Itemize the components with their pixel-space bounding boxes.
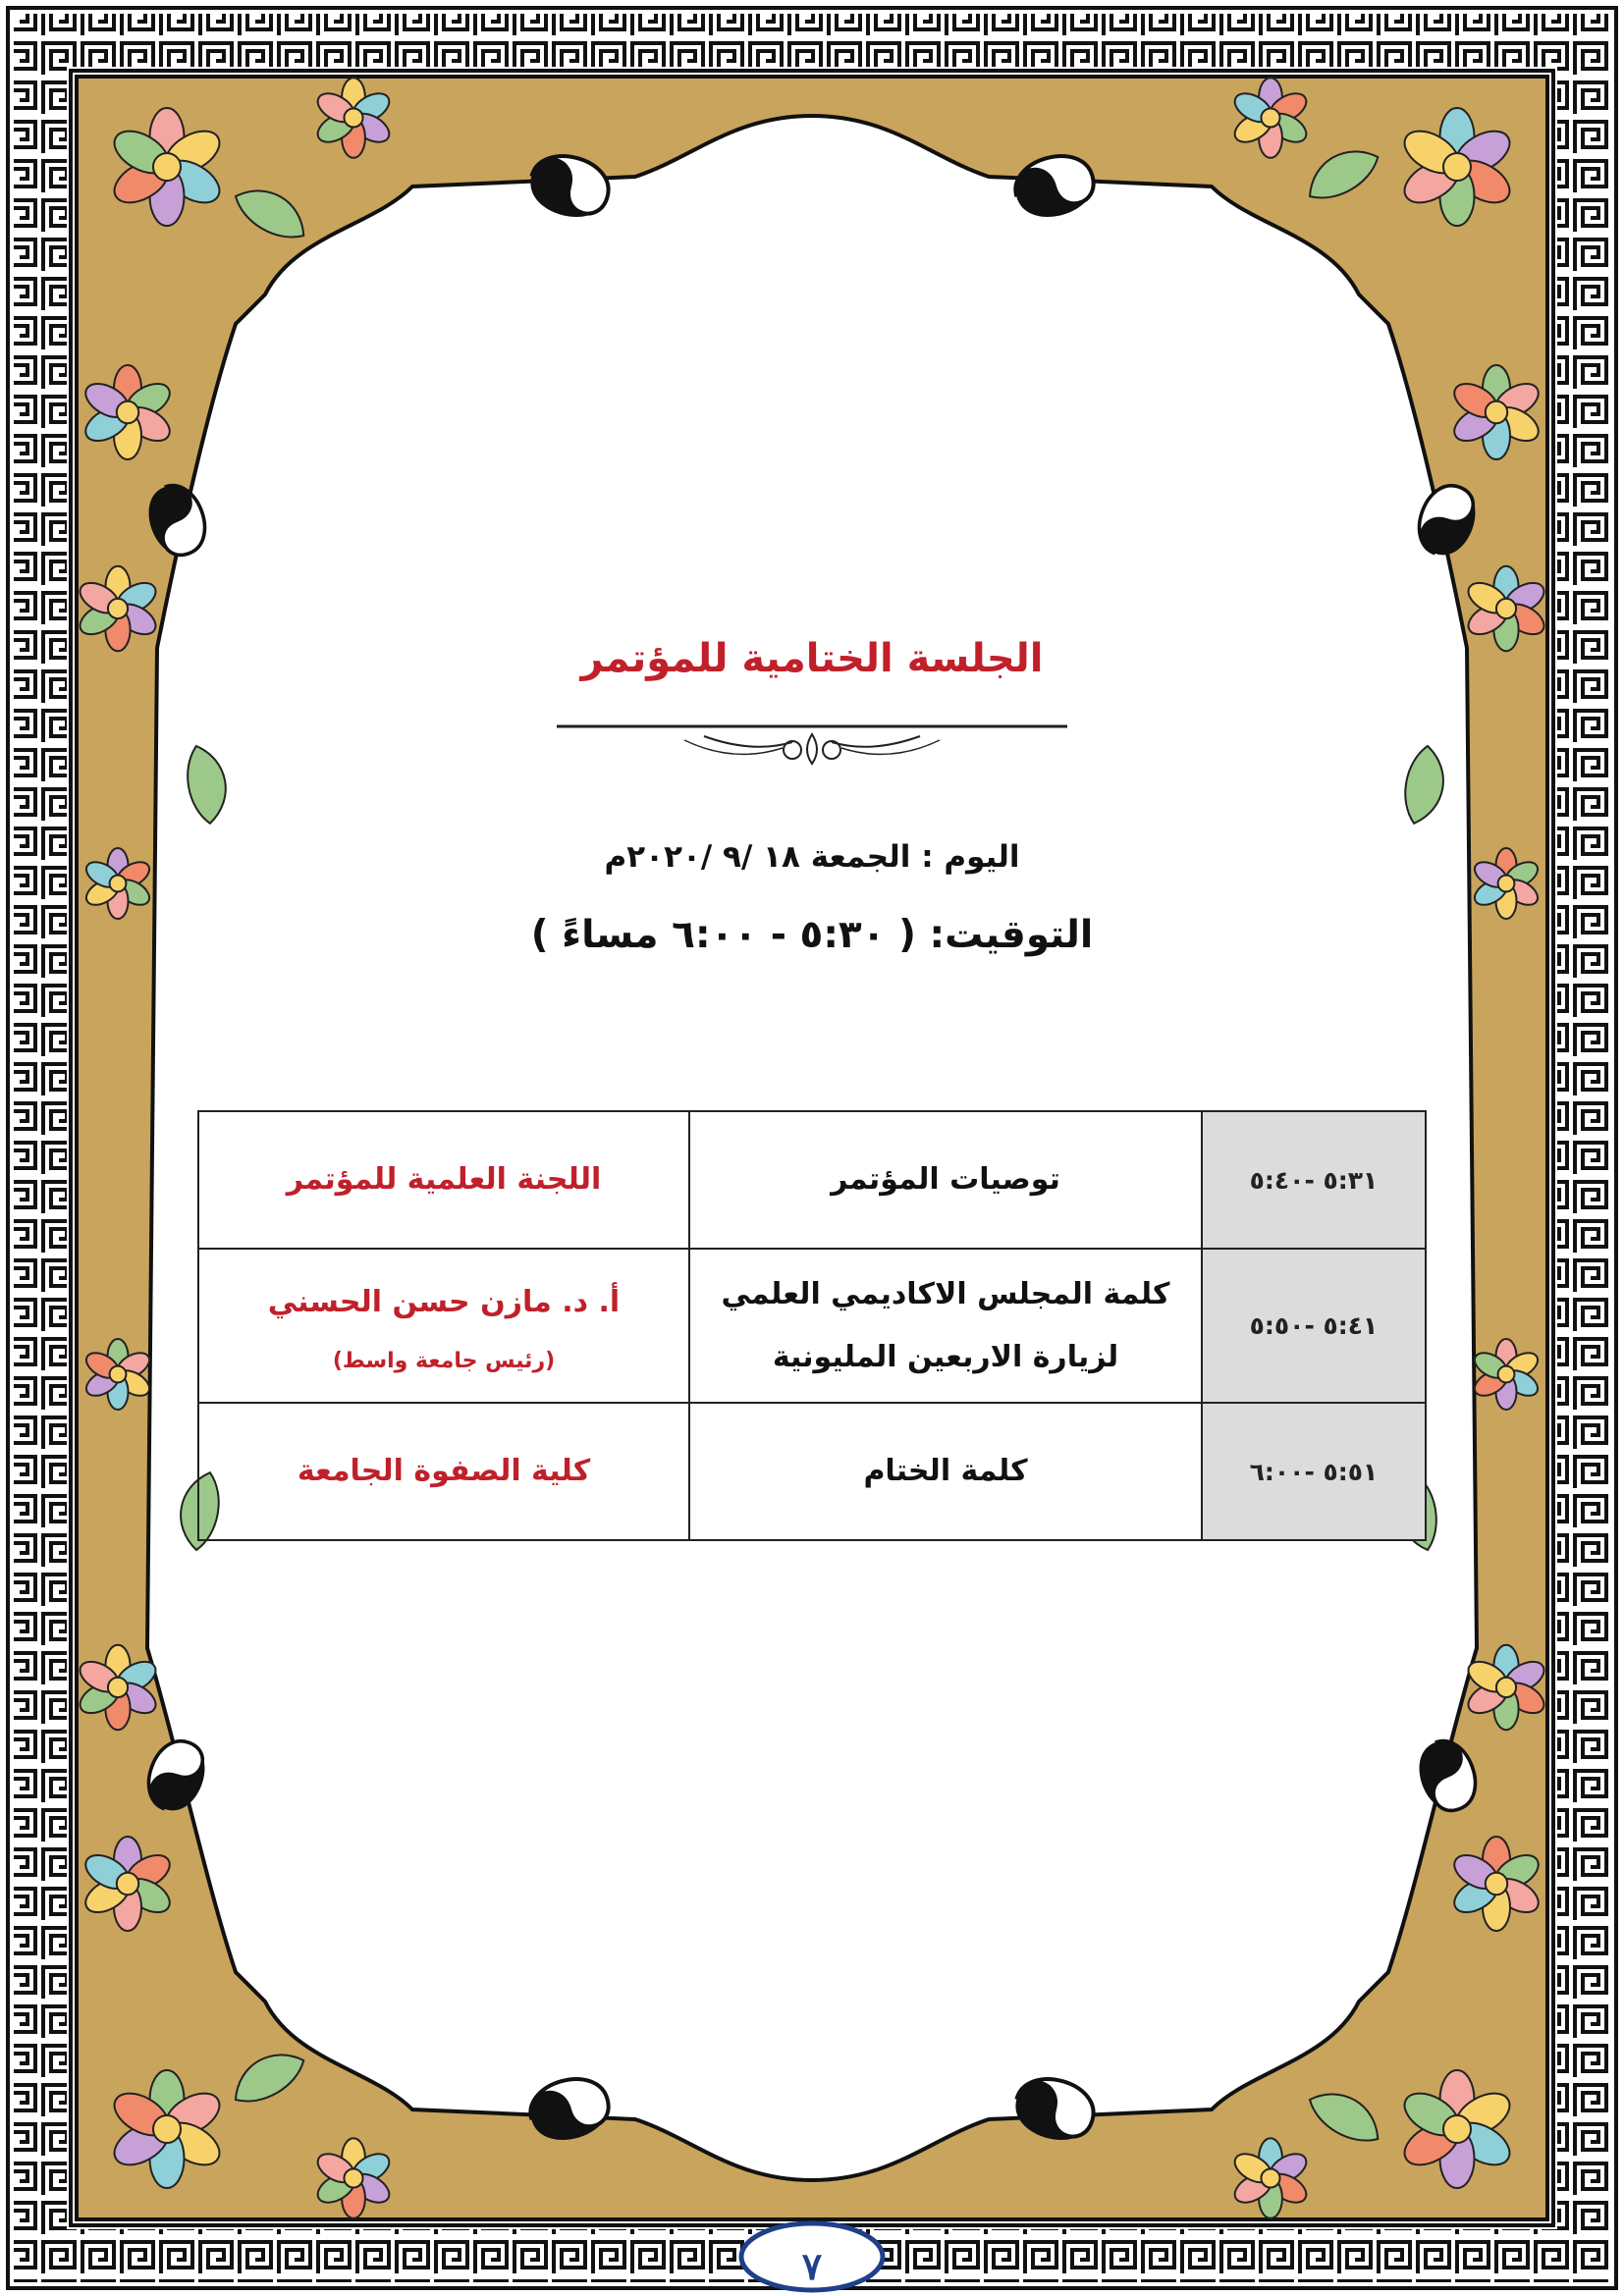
session-timing: التوقيت: ( ٥:٣٠ - ٦:٠٠ مساءً ) (530, 913, 1094, 957)
ornamental-divider-icon (557, 715, 1067, 774)
topic-cell: توصيات المؤتمر (689, 1111, 1202, 1249)
schedule-table (197, 1110, 1427, 1541)
time-cell: ٥:٣١ -٥:٤٠ (1202, 1111, 1426, 1249)
page-title: الجلسة الختامية للمؤتمر (580, 636, 1044, 681)
page-number: ٧ (801, 2244, 823, 2288)
conference-day: اليوم : الجمعة ١٨ /٩ /٢٠٢٠م (604, 839, 1020, 875)
speaker-title: (رئيس جامعة واسط) (332, 1348, 556, 1373)
table-row (198, 1249, 1426, 1403)
topic-line: لزيارة الاربعين المليونية (772, 1339, 1119, 1374)
time-cell: ٥:٤١ -٥:٥٠ (1202, 1249, 1426, 1403)
speaker-cell: اللجنة العلمية للمؤتمر (198, 1111, 689, 1249)
table-row (198, 1111, 1426, 1249)
speaker-name: أ. د. مازن حسن الحسني (267, 1284, 621, 1319)
speaker-cell: كلية الصفوة الجامعة (198, 1403, 689, 1540)
topic-cell: كلمة الختام (689, 1403, 1202, 1540)
speaker-cell (198, 1249, 689, 1403)
time-cell: ٥:٥١ -٦:٠٠ (1202, 1403, 1426, 1540)
table-row (198, 1403, 1426, 1540)
topic-cell (689, 1249, 1202, 1403)
topic-line: كلمة المجلس الاكاديمي العلمي (721, 1276, 1170, 1311)
